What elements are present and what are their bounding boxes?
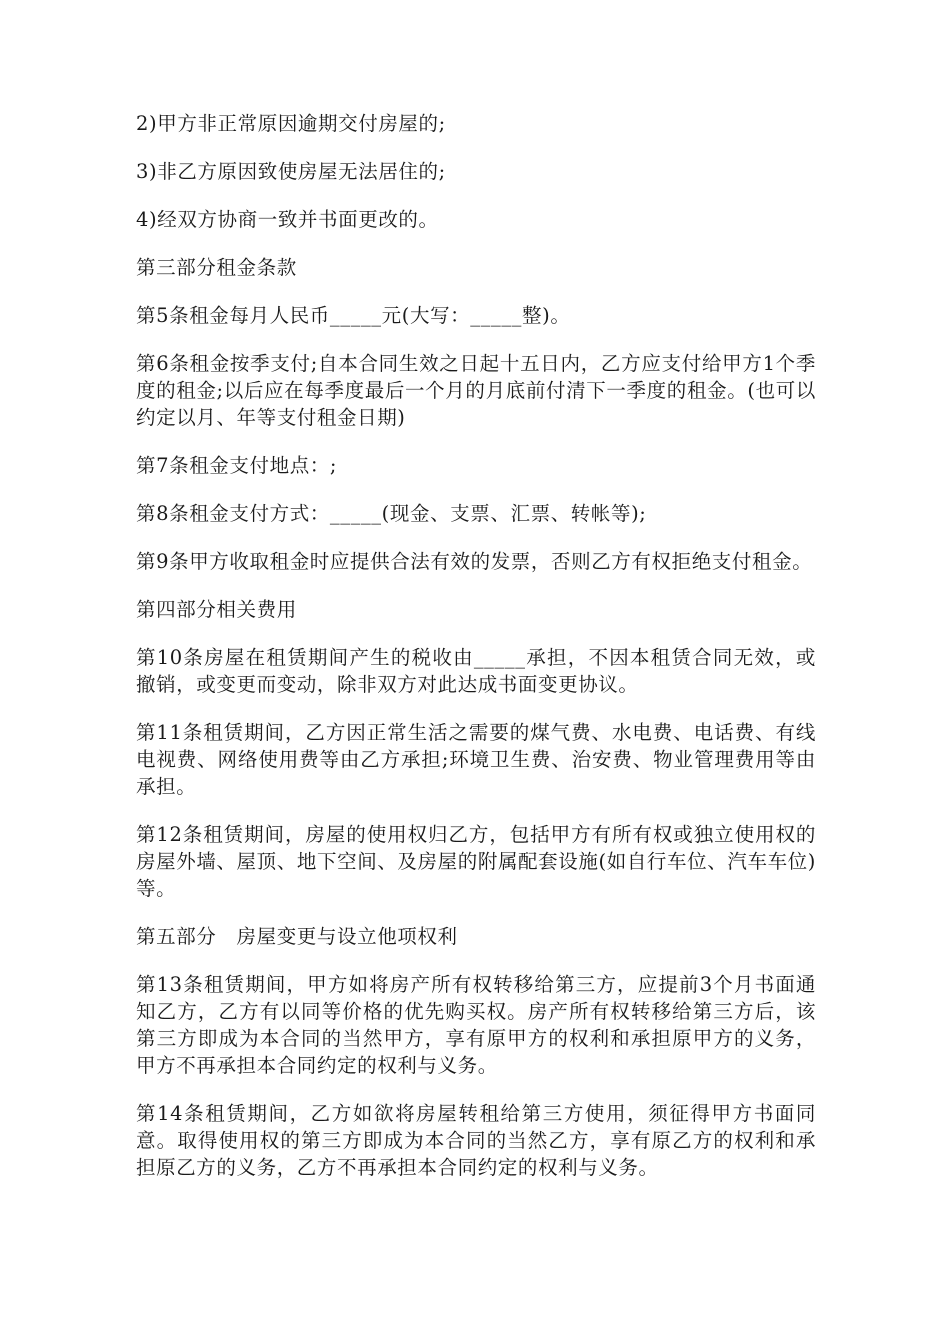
article-11: 第11条租赁期间，乙方因正常生活之需要的煤气费、水电费、电话费、有线电视费、网络使用费等由乙方承担;环境卫生费、治安费、物业管理费用等由承担。	[136, 721, 816, 798]
article-14: 第14条租赁期间，乙方如欲将房屋转租给第三方使用，须征得甲方书面同意。取得使用权的第三方即成为本合同的当然乙方，享有原乙方的权利和承担原乙方的义务，乙方不再承担本合同约定的权利与义务。	[136, 1102, 816, 1179]
article-9: 第9条甲方收取租金时应提供合法有效的发票，否则乙方有权拒绝支付租金。	[136, 550, 813, 573]
article-12: 第12条租赁期间，房屋的使用权归乙方，包括甲方有所有权或独立使用权的房屋外墙、屋顶、地下空间、及房屋的附属配套设施(如自行车位、汽车车位)等。	[136, 823, 816, 900]
clause-item-3: 3)非乙方原因致使房屋无法居住的;	[136, 160, 446, 183]
section-heading-part-4: 第四部分相关费用	[136, 598, 297, 621]
article-13: 第13条租赁期间，甲方如将房产所有权转移给第三方，应提前3个月书面通知乙方，乙方有以同等价格的优先购买权。房产所有权转移给第三方后，该第三方即成为本合同的当然甲方，享有原甲方的权利和承担原甲方的义务，甲方不再承担本合同约定的权利与义务。	[136, 973, 816, 1077]
article-7: 第7条租金支付地点：;	[136, 454, 338, 477]
article-5: 第5条租金每月人民币_____元(大写：_____整)。	[136, 304, 571, 327]
clause-item-2: 2)甲方非正常原因逾期交付房屋的;	[136, 112, 446, 135]
article-10: 第10条房屋在租赁期间产生的税收由_____承担，不因本租赁合同无效，或撤销，或变更而变动，除非双方对此达成书面变更协议。	[136, 646, 816, 696]
clause-item-4: 4)经双方协商一致并书面更改的。	[136, 208, 439, 231]
section-heading-part-5: 第五部分 房屋变更与设立他项权利	[136, 925, 458, 948]
section-heading-part-3: 第三部分租金条款	[136, 256, 297, 279]
article-8: 第8条租金支付方式：_____(现金、支票、汇票、转帐等);	[136, 502, 647, 525]
article-6: 第6条租金按季支付;自本合同生效之日起十五日内，乙方应支付给甲方1个季度的租金;以后应在每季度最后一个月的月底前付清下一季度的租金。(也可以约定以月、年等支付租金日期)	[136, 352, 816, 429]
document-page	[136, 110, 816, 1202]
